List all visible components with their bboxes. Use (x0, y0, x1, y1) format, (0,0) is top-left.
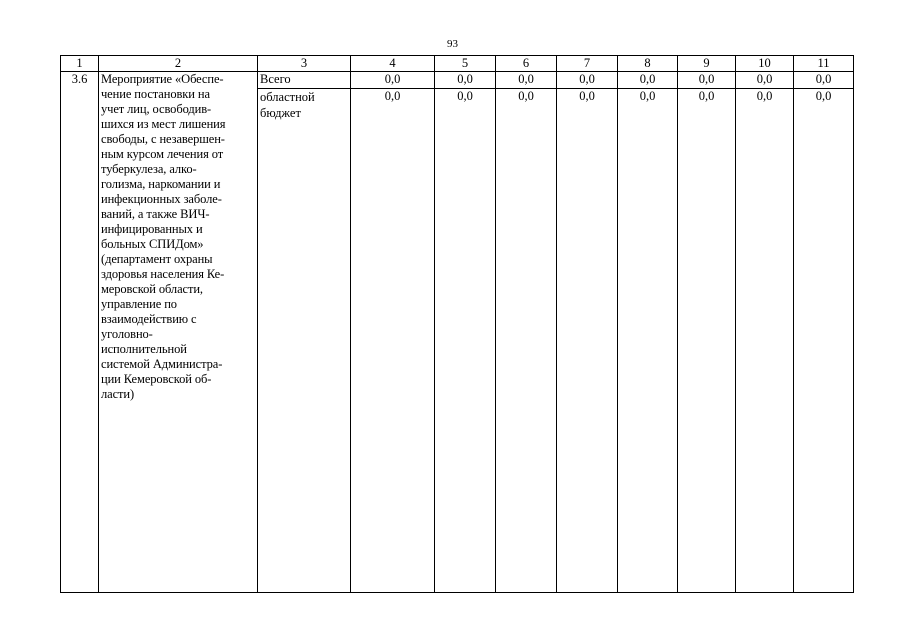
value-cell: 0,0 (557, 89, 618, 593)
value-cell: 0,0 (435, 89, 496, 593)
value-cell: 0,0 (794, 89, 854, 593)
value-cell: 0,0 (557, 72, 618, 89)
column-header: 4 (351, 56, 435, 72)
description-line: больных СПИДом» (101, 237, 204, 251)
description-line: взаимодействию с (101, 312, 197, 326)
value-cell: 0,0 (678, 72, 736, 89)
description-line: свободы, с незавершен- (101, 132, 225, 146)
column-header: 3 (258, 56, 351, 72)
source-line: Всего (260, 72, 291, 86)
description-line: туберкулеза, алко- (101, 162, 197, 176)
source-line: областной (260, 90, 315, 104)
column-header: 6 (496, 56, 557, 72)
description-line: системой Администра- (101, 357, 223, 371)
item-number: 3.6 (61, 72, 99, 593)
description-line: ным курсом лечения от (101, 147, 224, 161)
table-row-total (61, 72, 854, 89)
description-line: меровской области, (101, 282, 203, 296)
funding-source-regional (258, 89, 351, 593)
value-cell: 0,0 (678, 89, 736, 593)
value-cell: 0,0 (496, 72, 557, 89)
description-line: управление по (101, 297, 177, 311)
value-cell: 0,0 (794, 72, 854, 89)
column-header: 9 (678, 56, 736, 72)
value-cell: 0,0 (435, 72, 496, 89)
description-line: шихся из мест лишения (101, 117, 226, 131)
value-cell: 0,0 (618, 89, 678, 593)
description-line: инфицированных и (101, 222, 203, 236)
value-cell: 0,0 (736, 72, 794, 89)
description-line: (департамент охраны (101, 252, 213, 266)
description-line: уголовно- (101, 327, 153, 341)
column-header: 1 (61, 56, 99, 72)
description-line: учет лиц, освободив- (101, 102, 212, 116)
value-cell: 0,0 (618, 72, 678, 89)
description-line: голизма, наркомании и (101, 177, 221, 191)
header-row (61, 56, 854, 72)
column-header: 11 (794, 56, 854, 72)
value-cell: 0,0 (351, 89, 435, 593)
source-line: бюджет (260, 106, 301, 121)
description-line: исполнительной (101, 342, 187, 356)
value-cell: 0,0 (496, 89, 557, 593)
column-header: 5 (435, 56, 496, 72)
column-header: 2 (99, 56, 258, 72)
description-line: здоровья населения Ке- (101, 267, 225, 281)
column-header: 8 (618, 56, 678, 72)
description-line: ции Кемеровской об- (101, 372, 212, 386)
value-cell: 0,0 (736, 89, 794, 593)
funding-source-total (258, 72, 351, 89)
page-number: 93 (447, 38, 458, 50)
column-header: 7 (557, 56, 618, 72)
measure-description (99, 72, 258, 593)
description-line: инфекционных заболе- (101, 192, 222, 206)
description-line: чение постановки на (101, 87, 210, 101)
description-line: Мероприятие «Обеспе- (101, 72, 224, 86)
column-header: 10 (736, 56, 794, 72)
description-line: ваний, а также ВИЧ- (101, 207, 210, 221)
budget-table (60, 55, 854, 593)
value-cell: 0,0 (351, 72, 435, 89)
description-line: ласти) (101, 387, 135, 401)
